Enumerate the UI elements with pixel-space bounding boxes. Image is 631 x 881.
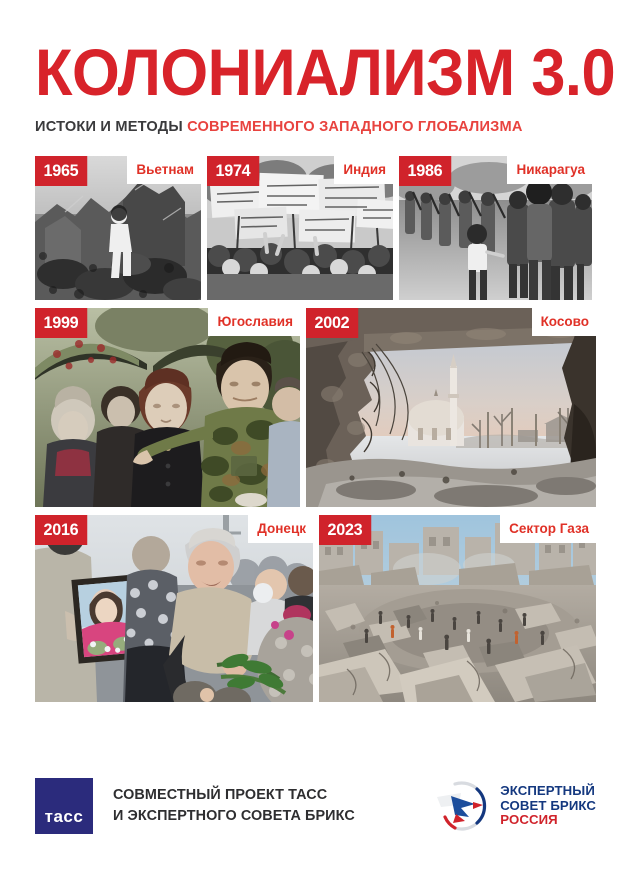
- photo-place-label: Югославия: [208, 308, 300, 337]
- page-title: КОЛОНИАЛИЗМ 3.0: [35, 35, 616, 109]
- photo-row-2: [35, 308, 596, 507]
- tass-logo: [35, 778, 93, 834]
- photo-year-badge: 1986: [399, 156, 451, 186]
- brics-council-logo: [435, 779, 596, 833]
- poster-header: [35, 0, 616, 135]
- photo-card-kosovo-2002: [306, 308, 596, 507]
- brics-line-1: ЭКСПЕРТНЫЙ: [500, 782, 595, 798]
- photo-card-india-1974: [207, 156, 393, 300]
- page-subtitle: [35, 119, 596, 135]
- tass-logo-text: тасс: [44, 807, 84, 826]
- photo-place-label: Никарагуа: [507, 156, 592, 185]
- photo-place-label: Сектор Газа: [500, 515, 596, 544]
- subtitle-part-dark: ИСТОКИ И МЕТОДЫ: [35, 118, 183, 135]
- photo-place-label: Донецк: [248, 515, 313, 544]
- poster-footer: [35, 776, 596, 836]
- photo-row-1: [35, 156, 596, 300]
- photo-year-badge: 1974: [207, 156, 259, 186]
- brics-line-3: РОССИЯ: [500, 812, 558, 828]
- photo-place-label: Вьетнам: [127, 156, 201, 185]
- brics-emblem-icon: [435, 779, 493, 833]
- photo-card-nicaragua-1986: [399, 156, 592, 300]
- project-credit-line-2: И ЭКСПЕРТНОГО СОВЕТА БРИКС: [113, 808, 355, 824]
- photo-row-3: [35, 515, 596, 702]
- brics-line-2: СОВЕТ БРИКС: [500, 797, 596, 813]
- subtitle-part-red: СОВРЕМЕННОГО ЗАПАДНОГО ГЛОБАЛИЗМА: [187, 118, 523, 135]
- photo-grid: [35, 156, 596, 702]
- photo-year-badge: 2016: [35, 515, 87, 545]
- photo-year-badge: 2002: [306, 308, 358, 338]
- photo-card-gaza-2023: [319, 515, 596, 702]
- photo-card-donetsk-2016: [35, 515, 313, 702]
- photo-year-badge: 1965: [35, 156, 87, 186]
- photo-year-badge: 2023: [319, 515, 371, 545]
- photo-place-label: Косово: [532, 308, 596, 337]
- photo-year-badge: 1999: [35, 308, 87, 338]
- brics-logo-text: [500, 784, 596, 828]
- project-credit: [113, 785, 355, 827]
- photo-place-label: Индия: [334, 156, 393, 185]
- project-credit-line-1: СОВМЕСТНЫЙ ПРОЕКТ ТАСС: [113, 787, 328, 804]
- photo-card-vietnam-1965: [35, 156, 201, 300]
- photo-card-yugoslavia-1999: [35, 308, 300, 507]
